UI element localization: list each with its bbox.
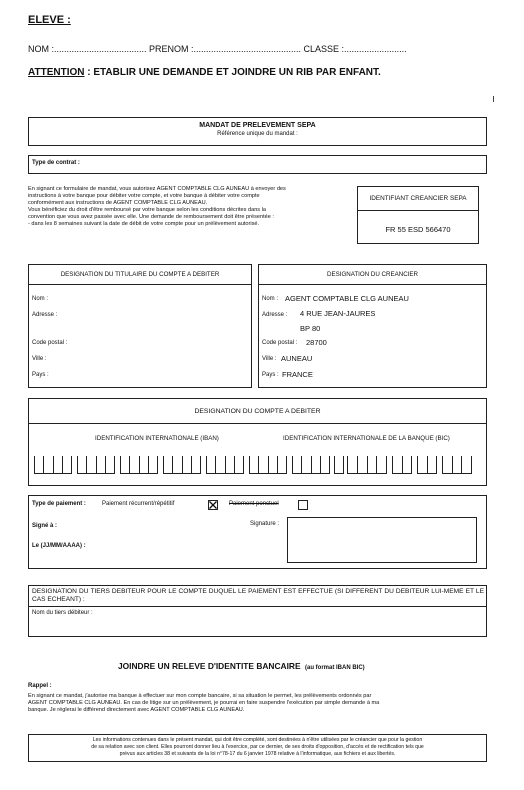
footer-line: prévus aux articles 38 et suivants de la loi n°78-17 du 6 janvier 1978 relative à l'informatique, aux fichiers et aux libertés. [119,751,396,757]
titulaire-divider [28,284,252,285]
creancier-divider [258,284,487,285]
recurrent-checkbox[interactable] [208,500,218,510]
creancier-adresse-value1: 4 RUE JEAN-JAURES [300,309,376,318]
eleve-label: ELEVE : [28,14,71,26]
iban-label: IDENTIFICATION INTERNATIONALE (IBAN) [95,435,219,442]
attention-text: : ETABLIR UNE DEMANDE ET JOINDRE UN RIB PAR ENFANT. [84,67,381,78]
creancier-adresse-value2: BP 80 [300,324,321,333]
intro-line: Vous bénéficiez du droit d'être remboursé par votre banque selon les conditions décrites dans la [28,207,267,213]
creditor-id-divider [357,210,479,211]
titulaire-adresse-label[interactable]: Adresse : [32,312,58,318]
check-x-icon [209,501,217,509]
bic-input[interactable] [347,456,477,474]
attention-word: ATTENTION [28,67,85,78]
type-paiement-label: Type de paiement : [32,501,86,507]
iban-input[interactable] [34,456,344,474]
creditor-id-label: IDENTIFIANT CREANCIER SEPA [369,195,467,202]
titulaire-nom-label[interactable]: Nom : [32,296,49,302]
type-contrat-label: Type de contrat : [32,160,80,166]
titulaire-ville-label[interactable]: Ville : [32,356,47,362]
compte-divider [28,423,487,424]
footer-line: de sa relation avec son client. Elles pourront donner lieu à l'exercice, par ce dernier, de ses droits d'opposition, d'accès et de rectification tels que [91,744,424,750]
creancier-cp-label: Code postal : [262,340,298,346]
tiers-title: DESIGNATION DU TIERS DEBITEUR POUR LE COMPTE DUQUEL LE PAIEMENT EST EFFECTUE (SI DIFFERENT DU DEBITEUR LUI-MEME ET LE CAS ECHEANT) : [32,588,484,603]
rappel-text [28,693,498,714]
creancier-ville-label: Ville : [262,356,277,362]
attention-line [28,67,381,78]
date-label[interactable]: Le (JJ/MM/AAAA) : [32,543,86,549]
rappel-line: banque. Je réglerai le différend directement avec AGENT COMPTABLE CLG AUNEAU. [28,707,245,713]
intro-line: conformément aux instructions de AGENT COMPTABLE CLG AUNEAU. [28,200,208,206]
creancier-adresse-label: Adresse : [262,312,288,318]
signature-label: Signature : [250,521,280,527]
intro-line: convention que vous avez passée avec elle. Une demande de remboursement doit être présentée : [28,214,274,220]
rappel-title: Rappel : [28,683,52,689]
creancier-cp-value: 28700 [306,338,327,347]
creancier-pays-label: Pays : [262,372,279,378]
student-fields-line[interactable]: NOM :..................................... PRENOM :........................................... CLASSE :......................... [28,44,407,54]
creancier-nom-label: Nom : [262,296,279,302]
creancier-title: DESIGNATION DU CREANCIER [327,271,418,278]
mandat-intro-text [28,186,358,228]
titulaire-box [28,264,252,388]
creancier-nom-value: AGENT COMPTABLE CLG AUNEAU [285,294,409,303]
signe-a-label[interactable]: Signé à : [32,523,58,529]
footer-text [28,737,487,758]
tiers-divider [28,606,487,607]
rappel-line: En signant ce mandat, j'autorise ma banque à effectuer sur mon compte bancaire, si sa situation le permet, les prélèvements ordonnés par [28,693,372,699]
corner-mark [493,96,494,102]
mandat-subtitle: Référence unique du mandat : [217,131,298,137]
compte-title: DESIGNATION DU COMPTE A DEBITER [194,408,321,415]
ponctuel-label: Paiement ponctuel [229,501,279,507]
titulaire-title: DESIGNATION DU TITULAIRE DU COMPTE A DEBITER [60,271,220,278]
intro-line: - dans les 8 semaines suivant la date de débit de votre compte pour un prélèvement autorisé. [28,221,260,227]
footer-line: Les informations contenues dans le présent mandat, qui doit être complété, sont destinées à n'être utilisées par le créancier que pour la gestion [92,737,423,743]
ponctuel-checkbox[interactable] [298,500,308,510]
creancier-pays-value: FRANCE [282,370,313,379]
rappel-line: AGENT COMPTABLE CLG AUNEAU. En cas de litige sur un prélèvement, je pourrai en faire suspendre l'exécution par simple demande à ma [28,700,380,706]
creancier-ville-value: AUNEAU [281,354,313,363]
recurrent-label: Paiement récurrent/répétitif [102,501,175,507]
signature-box[interactable] [287,517,477,563]
titulaire-pays-label[interactable]: Pays : [32,372,49,378]
tiers-nom-label[interactable]: Nom du tiers débiteur : [32,610,93,616]
intro-line: instructions à votre banque pour débiter votre compte, et votre banque à débiter votre compte [28,193,260,199]
titulaire-cp-label[interactable]: Code postal : [32,340,68,346]
rib-instruction [118,656,365,674]
bic-label: IDENTIFICATION INTERNATIONALE DE LA BANQUE (BIC) [283,435,450,442]
rib-note: (au format IBAN BIC) [305,665,365,671]
intro-line: En signant ce formulaire de mandat, vous autorisez AGENT COMPTABLE CLG AUNEAU à envoyer des [28,186,286,192]
type-contrat-field[interactable] [28,155,487,174]
mandat-title: MANDAT DE PRELEVEMENT SEPA [199,122,316,129]
rib-main: JOINDRE UN RELEVE D'IDENTITE BANCAIRE [118,661,301,671]
creditor-id-value: FR 55 ESD 566470 [385,225,451,234]
